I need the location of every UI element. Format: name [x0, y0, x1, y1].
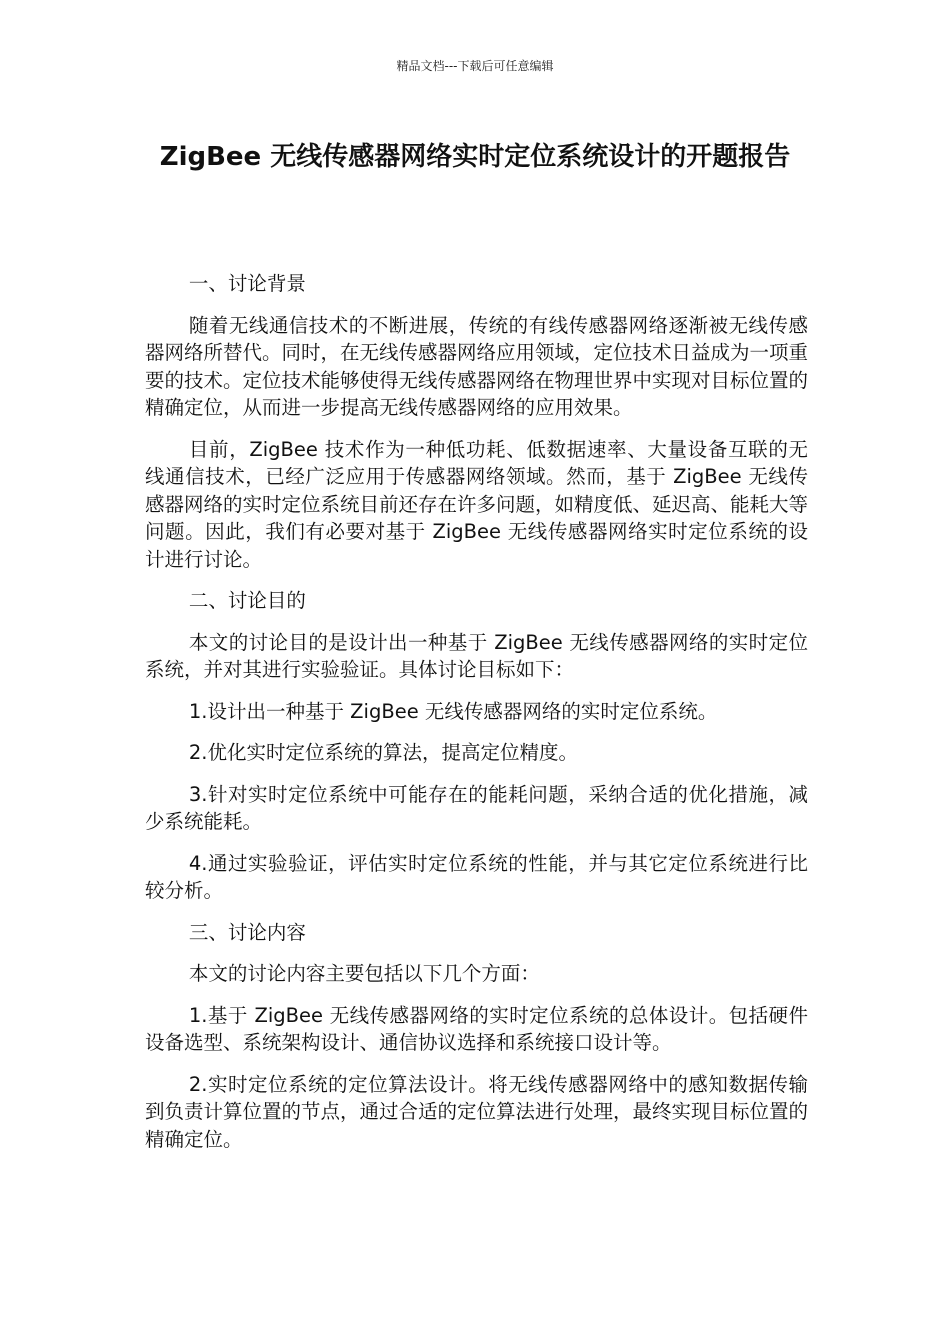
list-item: 2.实时定位系统的定位算法设计。将无线传感器网络中的感知数据传输到负责计算位置的节点，通过合适的定位算法进行处理，最终实现目标位置的精确定位。	[145, 1072, 809, 1151]
section-heading-background: 一、讨论背景	[188, 272, 306, 295]
list-item: 4.通过实验验证，评估实时定位系统的性能，并与其它定位系统进行比较分析。	[145, 851, 808, 902]
document-body	[145, 270, 808, 1167]
document-title: ZigBee 无线传感器网络实时定位系统设计的开题报告	[159, 142, 791, 172]
paragraph: 本文的讨论内容主要包括以下几个方面：	[188, 962, 540, 985]
list-item: 1.设计出一种基于 ZigBee 无线传感器网络的实时定位系统。	[188, 699, 718, 723]
section-heading-content: 三、讨论内容	[188, 920, 306, 944]
page-header-watermark: 精品文档---下载后可任意编辑	[396, 59, 554, 73]
section-heading-purpose: 二、讨论目的	[188, 589, 306, 612]
list-item: 1.基于 ZigBee 无线传感器网络的实时定位系统的总体设计。包括硬件设备选型、系统架构设计、通信协议选择和系统接口设计等。	[145, 1003, 808, 1054]
paragraph: 目前，ZigBee 技术作为一种低功耗、低数据速率、大量设备互联的无线通信技术，已经广泛应用于传感器网络领域。然而，基于 ZigBee 无线传感器网络的实时定位系统目前还存在许多问题，如精度低、延迟高、能耗大等问题。因此，我们有必要对基于 ZigBee 无线传感器网络实时定位系统的设计进行讨论。	[145, 437, 809, 571]
list-item: 2.优化实时定位系统的算法，提高定位精度。	[188, 741, 578, 764]
list-item: 3.针对实时定位系统中可能存在的能耗问题，采纳合适的优化措施，减少系统能耗。	[145, 782, 808, 833]
paragraph: 随着无线通信技术的不断进展，传统的有线传感器网络逐渐被无线传感器网络所替代。同时，在无线传感器网络应用领域，定位技术日益成为一项重要的技术。定位技术能够使得无线传感器网络在物理世界中实现对目标位置的精确定位，从而进一步提高无线传感器网络的应用效果。	[145, 313, 809, 419]
paragraph: 本文的讨论目的是设计出一种基于 ZigBee 无线传感器网络的实时定位系统，并对其进行实验验证。具体讨论目标如下：	[145, 630, 808, 681]
